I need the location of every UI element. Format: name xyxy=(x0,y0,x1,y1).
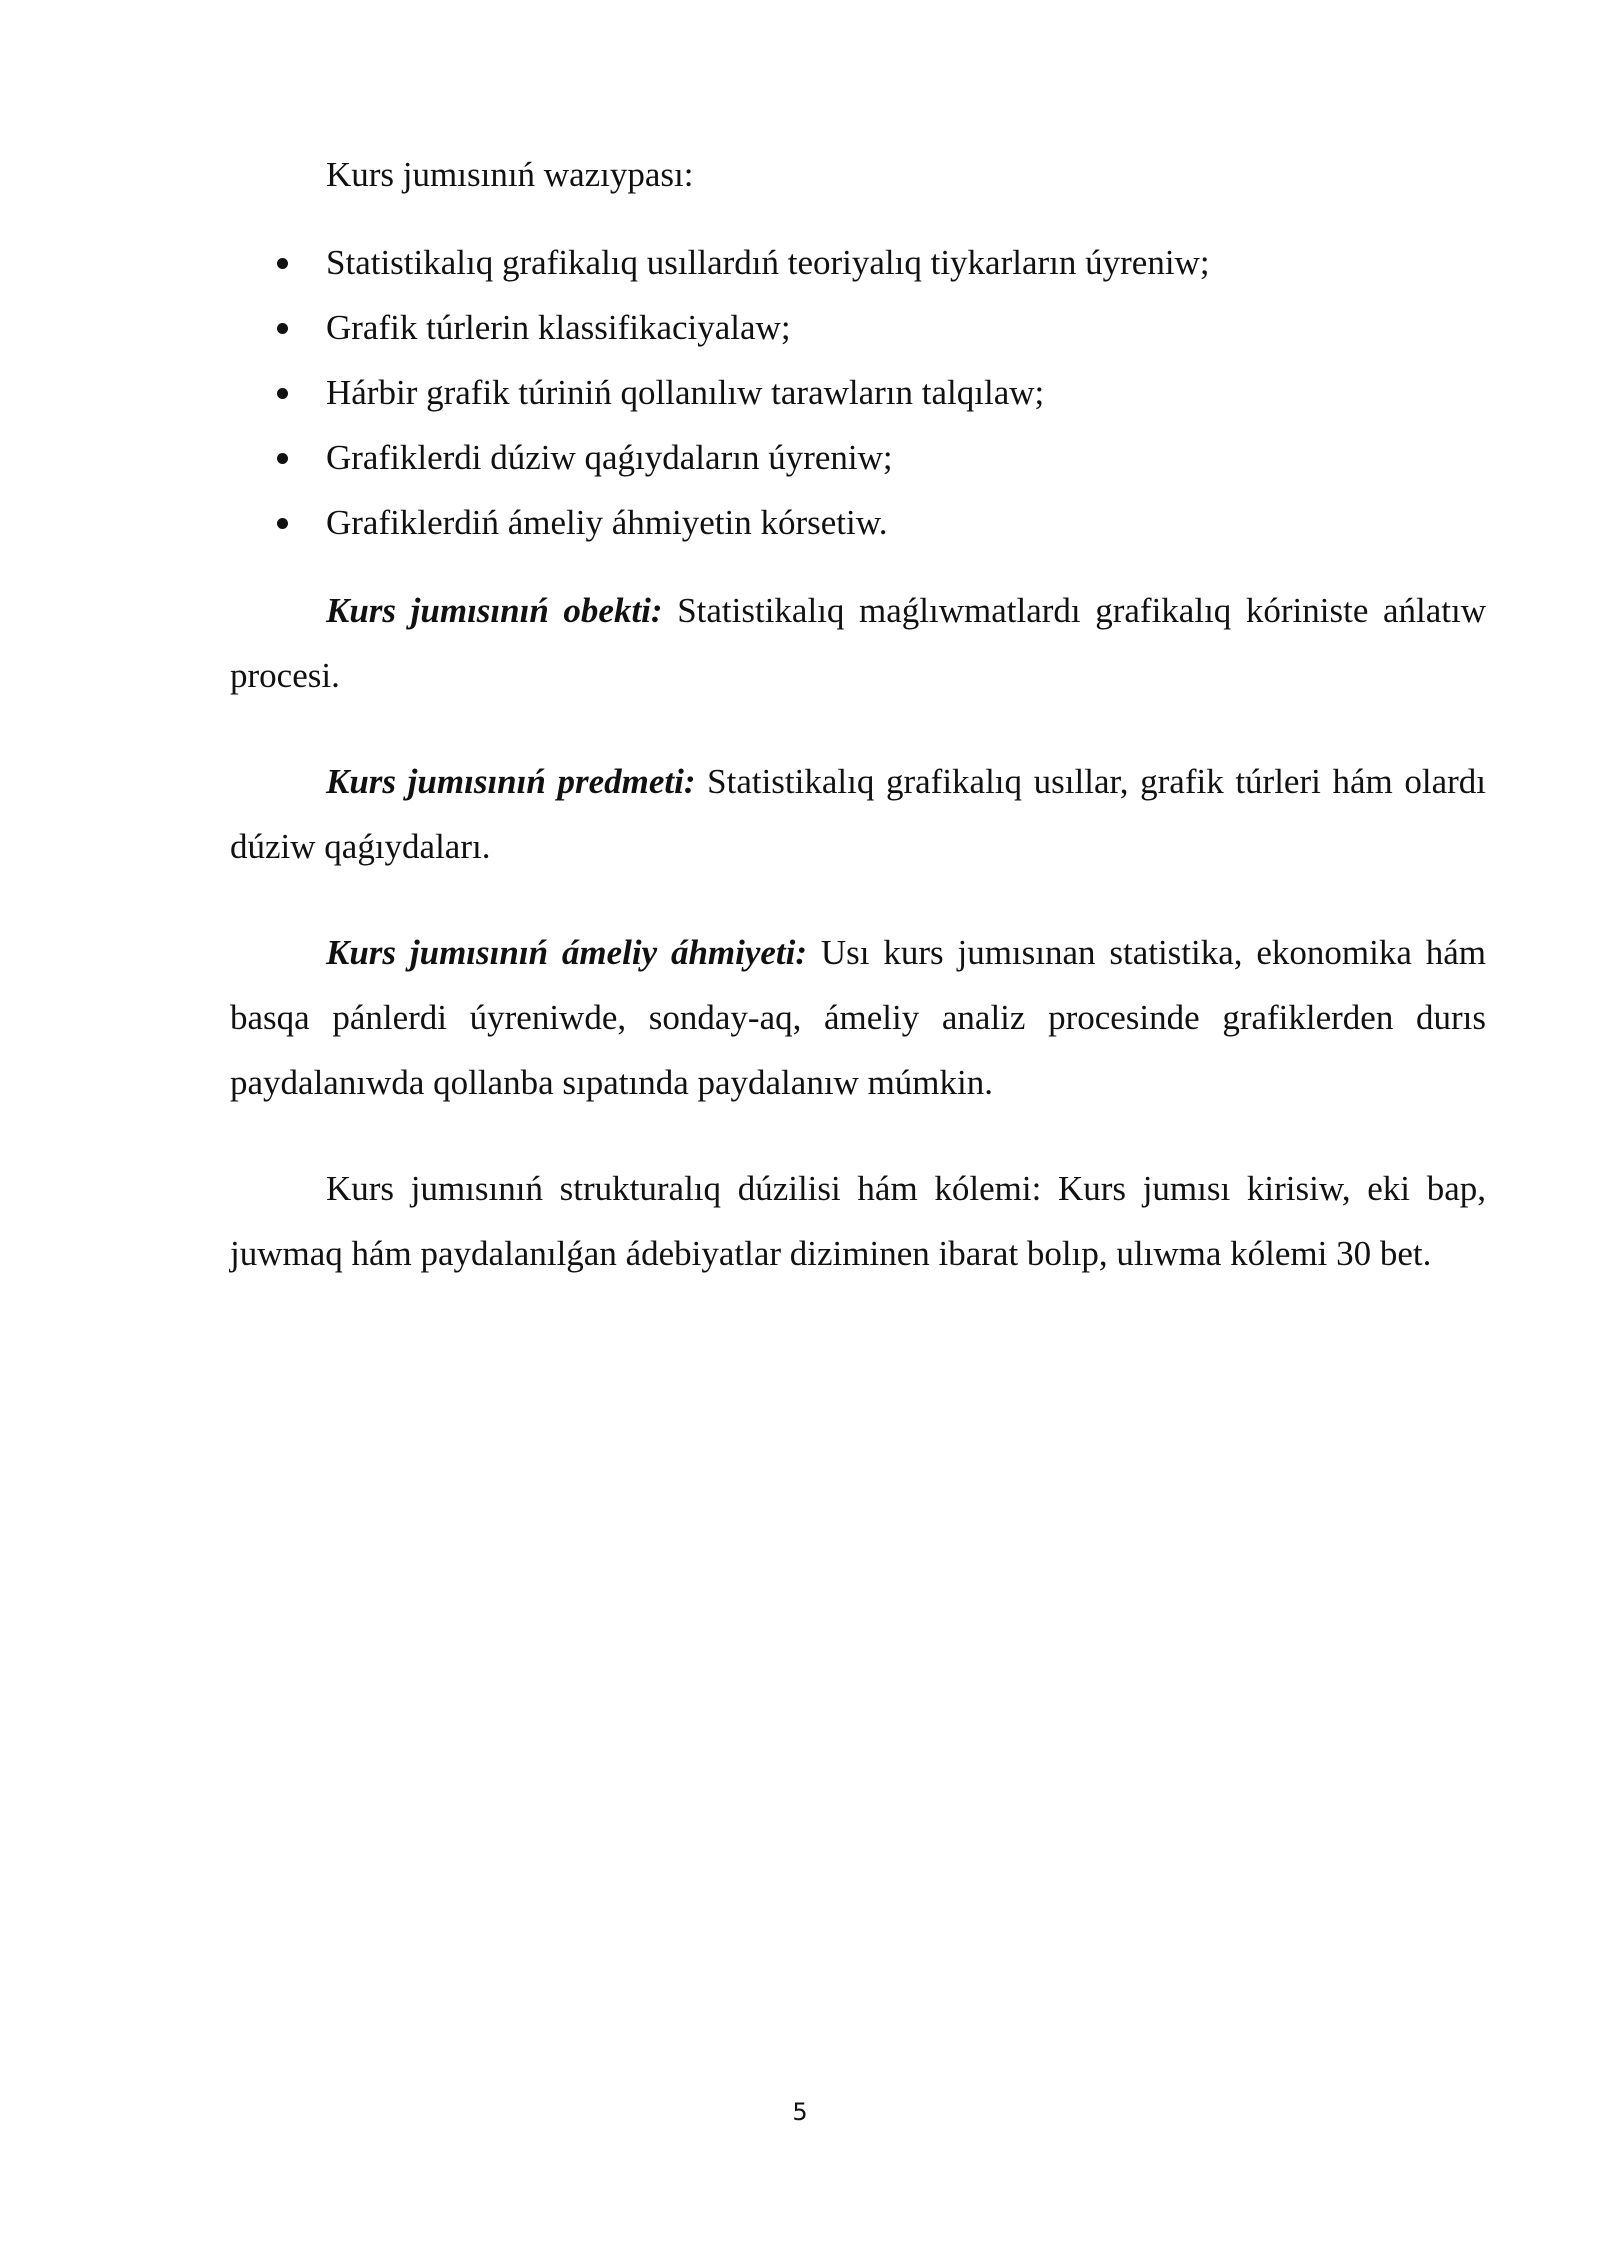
list-item xyxy=(230,433,1486,483)
list-item-text: Grafiklerdiń ámeliy áhmiyetin kórsetiw. xyxy=(326,503,888,542)
significance-paragraph xyxy=(230,920,1486,1115)
structure-paragraph xyxy=(230,1156,1486,1286)
bullet-icon xyxy=(277,453,288,464)
list-item-text: Hárbir grafik túriniń qollanılıw tarawların talqılaw; xyxy=(326,373,1045,412)
bullet-icon xyxy=(277,258,288,269)
bullet-icon xyxy=(277,518,288,529)
subject-label: Kurs jumısınıń predmeti: xyxy=(326,762,696,801)
page-content xyxy=(230,150,1486,1327)
tasks-list xyxy=(230,238,1486,548)
list-item xyxy=(230,368,1486,418)
object-label: Kurs jumısınıń obekti: xyxy=(326,591,663,630)
list-item-text: Grafik túrlerin klassifikaciyalaw; xyxy=(326,308,791,347)
bullet-icon xyxy=(277,323,288,334)
bullet-icon xyxy=(277,388,288,399)
list-item-text: Grafiklerdi dúziw qaǵıydaların úyreniw; xyxy=(326,438,893,477)
subject-paragraph xyxy=(230,749,1486,879)
structure-text: Kurs jumısınıń strukturalıq dúzilisi hám kólemi: Kurs jumısı kirisiw, eki bap, juwmaq hám paydalanılǵan ádebiyatlar diziminen ibarat bolıp, ulıwma kólemi 30 bet. xyxy=(230,1169,1486,1273)
object-paragraph xyxy=(230,578,1486,708)
list-item-text: Statistikalıq grafikalıq usıllardıń teoriyalıq tiykarların úyreniw; xyxy=(326,243,1210,282)
subject-text: Statistikalıq grafikalıq usıllar, grafik túrleri hám olardı dúziw qaǵıydaları. xyxy=(230,762,1487,866)
list-item xyxy=(230,238,1486,288)
list-item xyxy=(230,498,1486,548)
significance-text: Usı kurs jumısınan statistika, ekonomika hám basqa pánlerdi úyreniwde, sonday-aq, ámeliy analiz procesinde grafiklerden durıs paydalanıwda qollanba sıpatında paydalanıw múmkin. xyxy=(230,933,1486,1102)
object-text: Statistikalıq maǵlıwmatlardı grafikalıq kóriniste ańlatıw procesi. xyxy=(230,591,1487,695)
list-item xyxy=(230,303,1486,353)
tasks-heading: Kurs jumısınıń wazıypası: xyxy=(326,155,694,194)
page-number: 5 xyxy=(792,2098,808,2126)
significance-label: Kurs jumısınıń ámeliy áhmiyeti: xyxy=(326,933,808,972)
